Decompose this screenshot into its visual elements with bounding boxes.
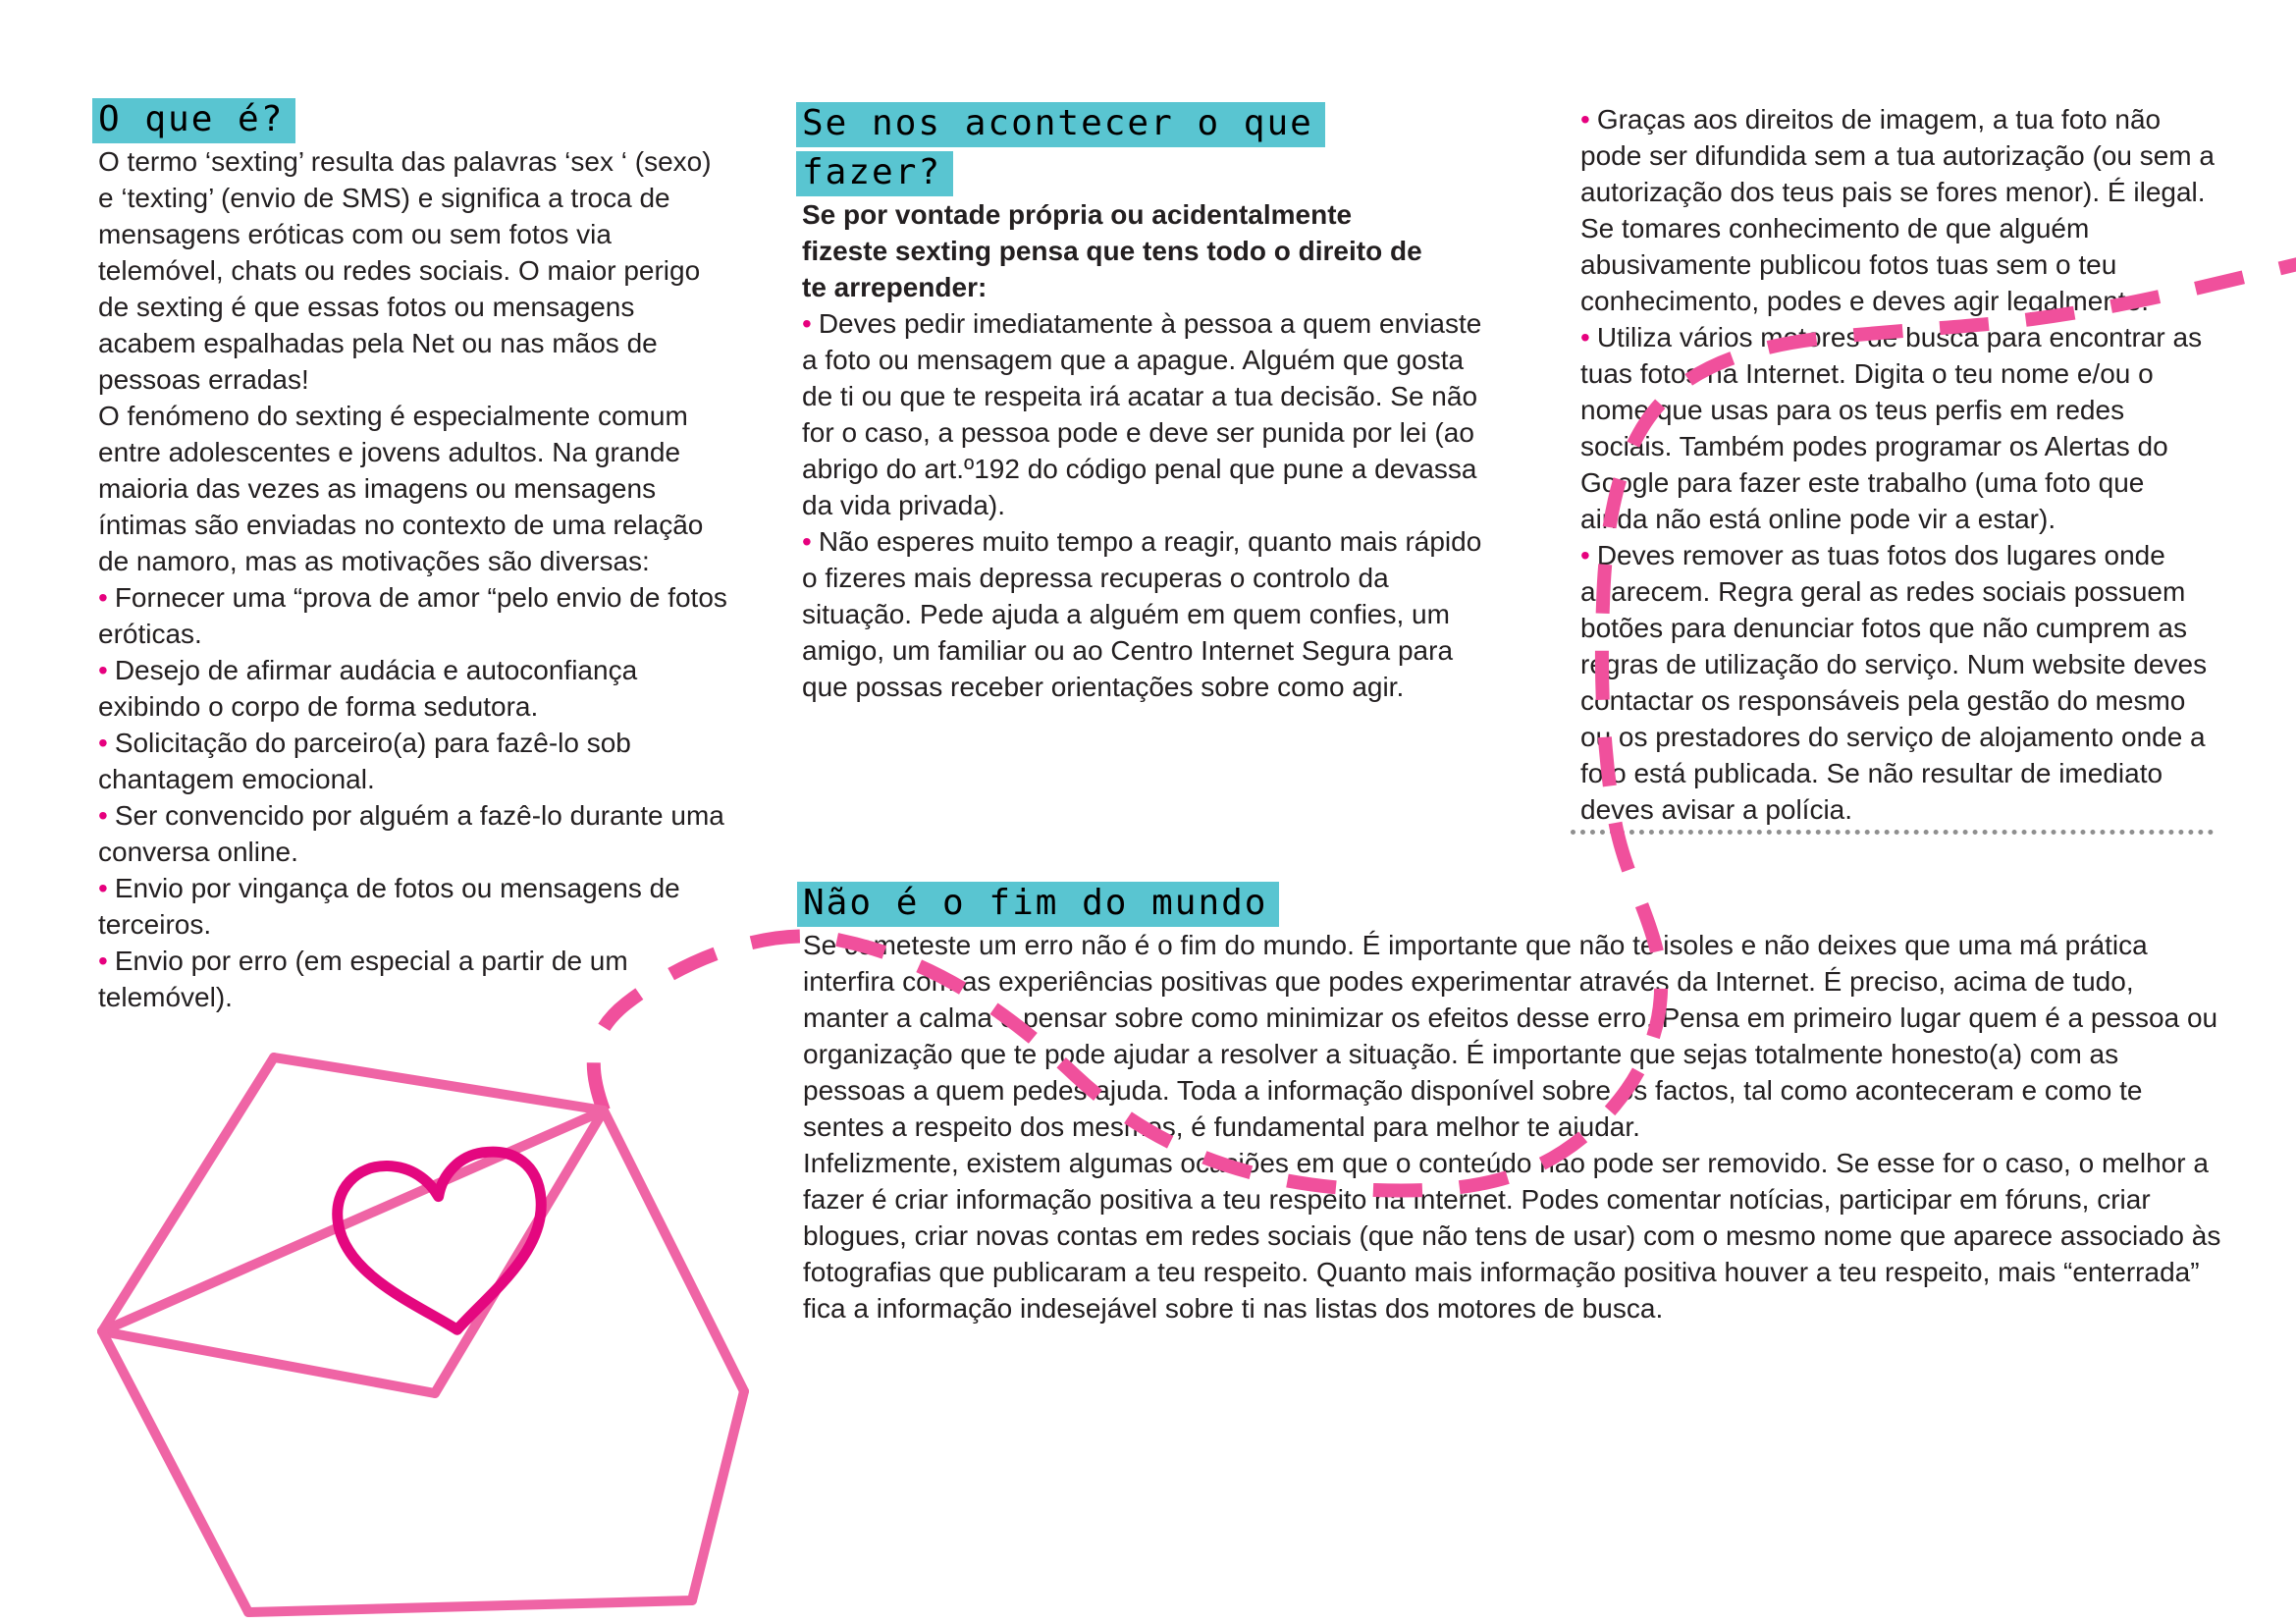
section-heading-o-que-e [92,98,731,143]
bullet-text: Graças aos direitos de imagem, a tua foto não pode ser difundida sem a tua autorização (ou sem a autorização dos teus pais se fores menor). É ilegal. Se tomares conhecimento de que alguém abusivamente publicou fotos tuas sem o teu conhecimento, podes e deves agir legalmente. [1580,104,2215,316]
highlighted-heading: O que é? [92,98,295,143]
bullet-dot-icon: • [98,800,108,831]
bullet-item [98,725,731,797]
bullet-text: Desejo de afirmar audácia e autoconfiança exibindo o corpo de forma sedutora. [98,655,638,722]
bullet-item [1580,319,2218,537]
bullet-dot-icon: • [98,582,108,613]
bullet-text: Deves pedir imediatamente à pessoa a quem enviaste a foto ou mensagem que a apague. Alguém que gosta de ti ou que te respeita irá acatar a tua decisão. Se não for o caso, a pessoa pode e deve ser punida por lei (ao abrigo do art.º192 do código penal que pune a devassa da vida privada). [802,308,1482,520]
bullet-dot-icon: • [802,308,812,339]
dotted-separator [1571,830,2214,835]
section-heading-se-nos-acontecer [796,102,1484,196]
paragraph-positive-info: Infelizmente, existem algumas ocasiões em que o conteúdo não pode ser removido. Se esse for o caso, o melhor a fazer é criar informação positiva a teu respeito na Internet. Podes comentar notícias, participar em fóruns, criar blogues, criar novas contas em redes sociais (que não tens de usar) com o mesmo nome que aparece associado às fotografias que publicaram a teu respeito. Quanto mais informação positiva houver a teu respeito, mais “enterrada” fica a informação indesejável sobre ti nas listas dos motores de busca. [803,1148,2221,1324]
bullet-item [98,870,731,943]
bullet-dot-icon: • [1580,540,1590,570]
paragraph-keep-calm: Se cometeste um erro não é o fim do mundo. É importante que não te isoles e não deixes que uma má prática interfira com as experiências positivas que podes experimentar através da Internet. É preciso, acima de tudo, manter a calma e pensar sobre como minimizar os efeitos desse erro. Pensa em primeiro lugar quem é a pessoa ou organização que te pode ajudar a resolver a situação. É importante que sejas totalmente honesto(a) com as pessoas a quem pedes ajuda. Toda a informação disponível sobre os factos, tal como aconteceram e como te sentes a respeito dos mesmos, é fundamental para melhor te ajudar. [803,930,2218,1142]
highlighted-heading: Não é o fim do mundo [797,882,1279,927]
section-not-end-of-world [803,882,2224,1326]
section-heading-nao-e-o-fim [797,882,2224,927]
bullet-text: Ser convencido por alguém a fazê-lo durante uma conversa online. [98,800,724,867]
column-image-rights [1580,101,2218,828]
bullet-text: Fornecer uma “prova de amor “pelo envio de fotos eróticas. [98,582,727,649]
bullet-item [1580,537,2218,828]
bullet-item [98,943,731,1015]
column-what-is-it [98,98,731,1015]
bullet-dot-icon: • [98,728,108,758]
column-what-to-do [802,102,1484,705]
bullet-item [802,523,1484,705]
bullet-dot-icon: • [802,526,812,557]
bullet-item [98,797,731,870]
bullet-item [802,305,1484,523]
paragraph-sexting-phenomenon: O fenómeno do sexting é especialmente comum entre adolescentes e jovens adultos. Na grande maioria das vezes as imagens ou mensagens íntimas são enviadas no contexto de uma relação de namoro, mas as motivações são diversas: [98,401,704,576]
bullet-text: Utiliza vários motores de busca para encontrar as tuas fotos na Internet. Digita o teu nome e/ou o nome que usas para os teus perfis em redes sociais. Também podes programar os Alertas do Google para fazer este trabalho (uma foto que ainda não está online pode vir a estar). [1580,322,2203,534]
bullet-text: Não esperes muito tempo a reagir, quanto mais rápido o fizeres mais depressa recuperas o controlo da situação. Pede ajuda a alguém em quem confies, um amigo, um familiar ou ao Centro Internet Segura para que possas receber orientações sobre como agir. [802,526,1482,702]
bullet-text: Envio por erro (em especial a partir de um telemóvel). [98,946,628,1012]
bullet-dot-icon: • [98,873,108,903]
paragraph-bold-intro: Se por vontade própria ou acidentalmente fizeste sexting pensa que tens todo o direito de te arrepender: [802,199,1422,302]
envelope-illustration [102,1057,744,1612]
highlighted-heading: fazer? [796,151,953,196]
bullet-text: Deves remover as tuas fotos dos lugares onde aparecem. Regra geral as redes sociais possuem botões para denunciar fotos que não cumprem as regras de utilização do serviço. Num website deves contactar os responsáveis pela gestão do mesmo ou os prestadores do serviço de alojamento onde a foto está publicada. Se não resultar de imediato deves avisar a polícia. [1580,540,2208,825]
bullet-dot-icon: • [98,946,108,976]
highlighted-heading: Se nos acontecer o que [796,102,1325,147]
bullet-text: Envio por vingança de fotos ou mensagens de terceiros. [98,873,680,940]
bullet-dot-icon: • [1580,104,1590,135]
bullet-item [98,652,731,725]
heart-icon [331,1145,558,1344]
bullet-item [98,579,731,652]
bullet-dot-icon: • [98,655,108,685]
paragraph-sexting-definition: O termo ‘sexting’ resulta das palavras ‘sex ‘ (sexo) e ‘texting’ (envio de SMS) e significa a troca de mensagens eróticas com ou sem fotos via telemóvel, chats ou redes sociais. O maior perigo de sexting é que essas fotos ou mensagens acabem espalhadas pela Net ou nas mãos de pessoas erradas! [98,146,712,395]
bullet-dot-icon: • [1580,322,1590,352]
bullet-item [1580,101,2218,319]
bullet-text: Solicitação do parceiro(a) para fazê-lo sob chantagem emocional. [98,728,631,794]
